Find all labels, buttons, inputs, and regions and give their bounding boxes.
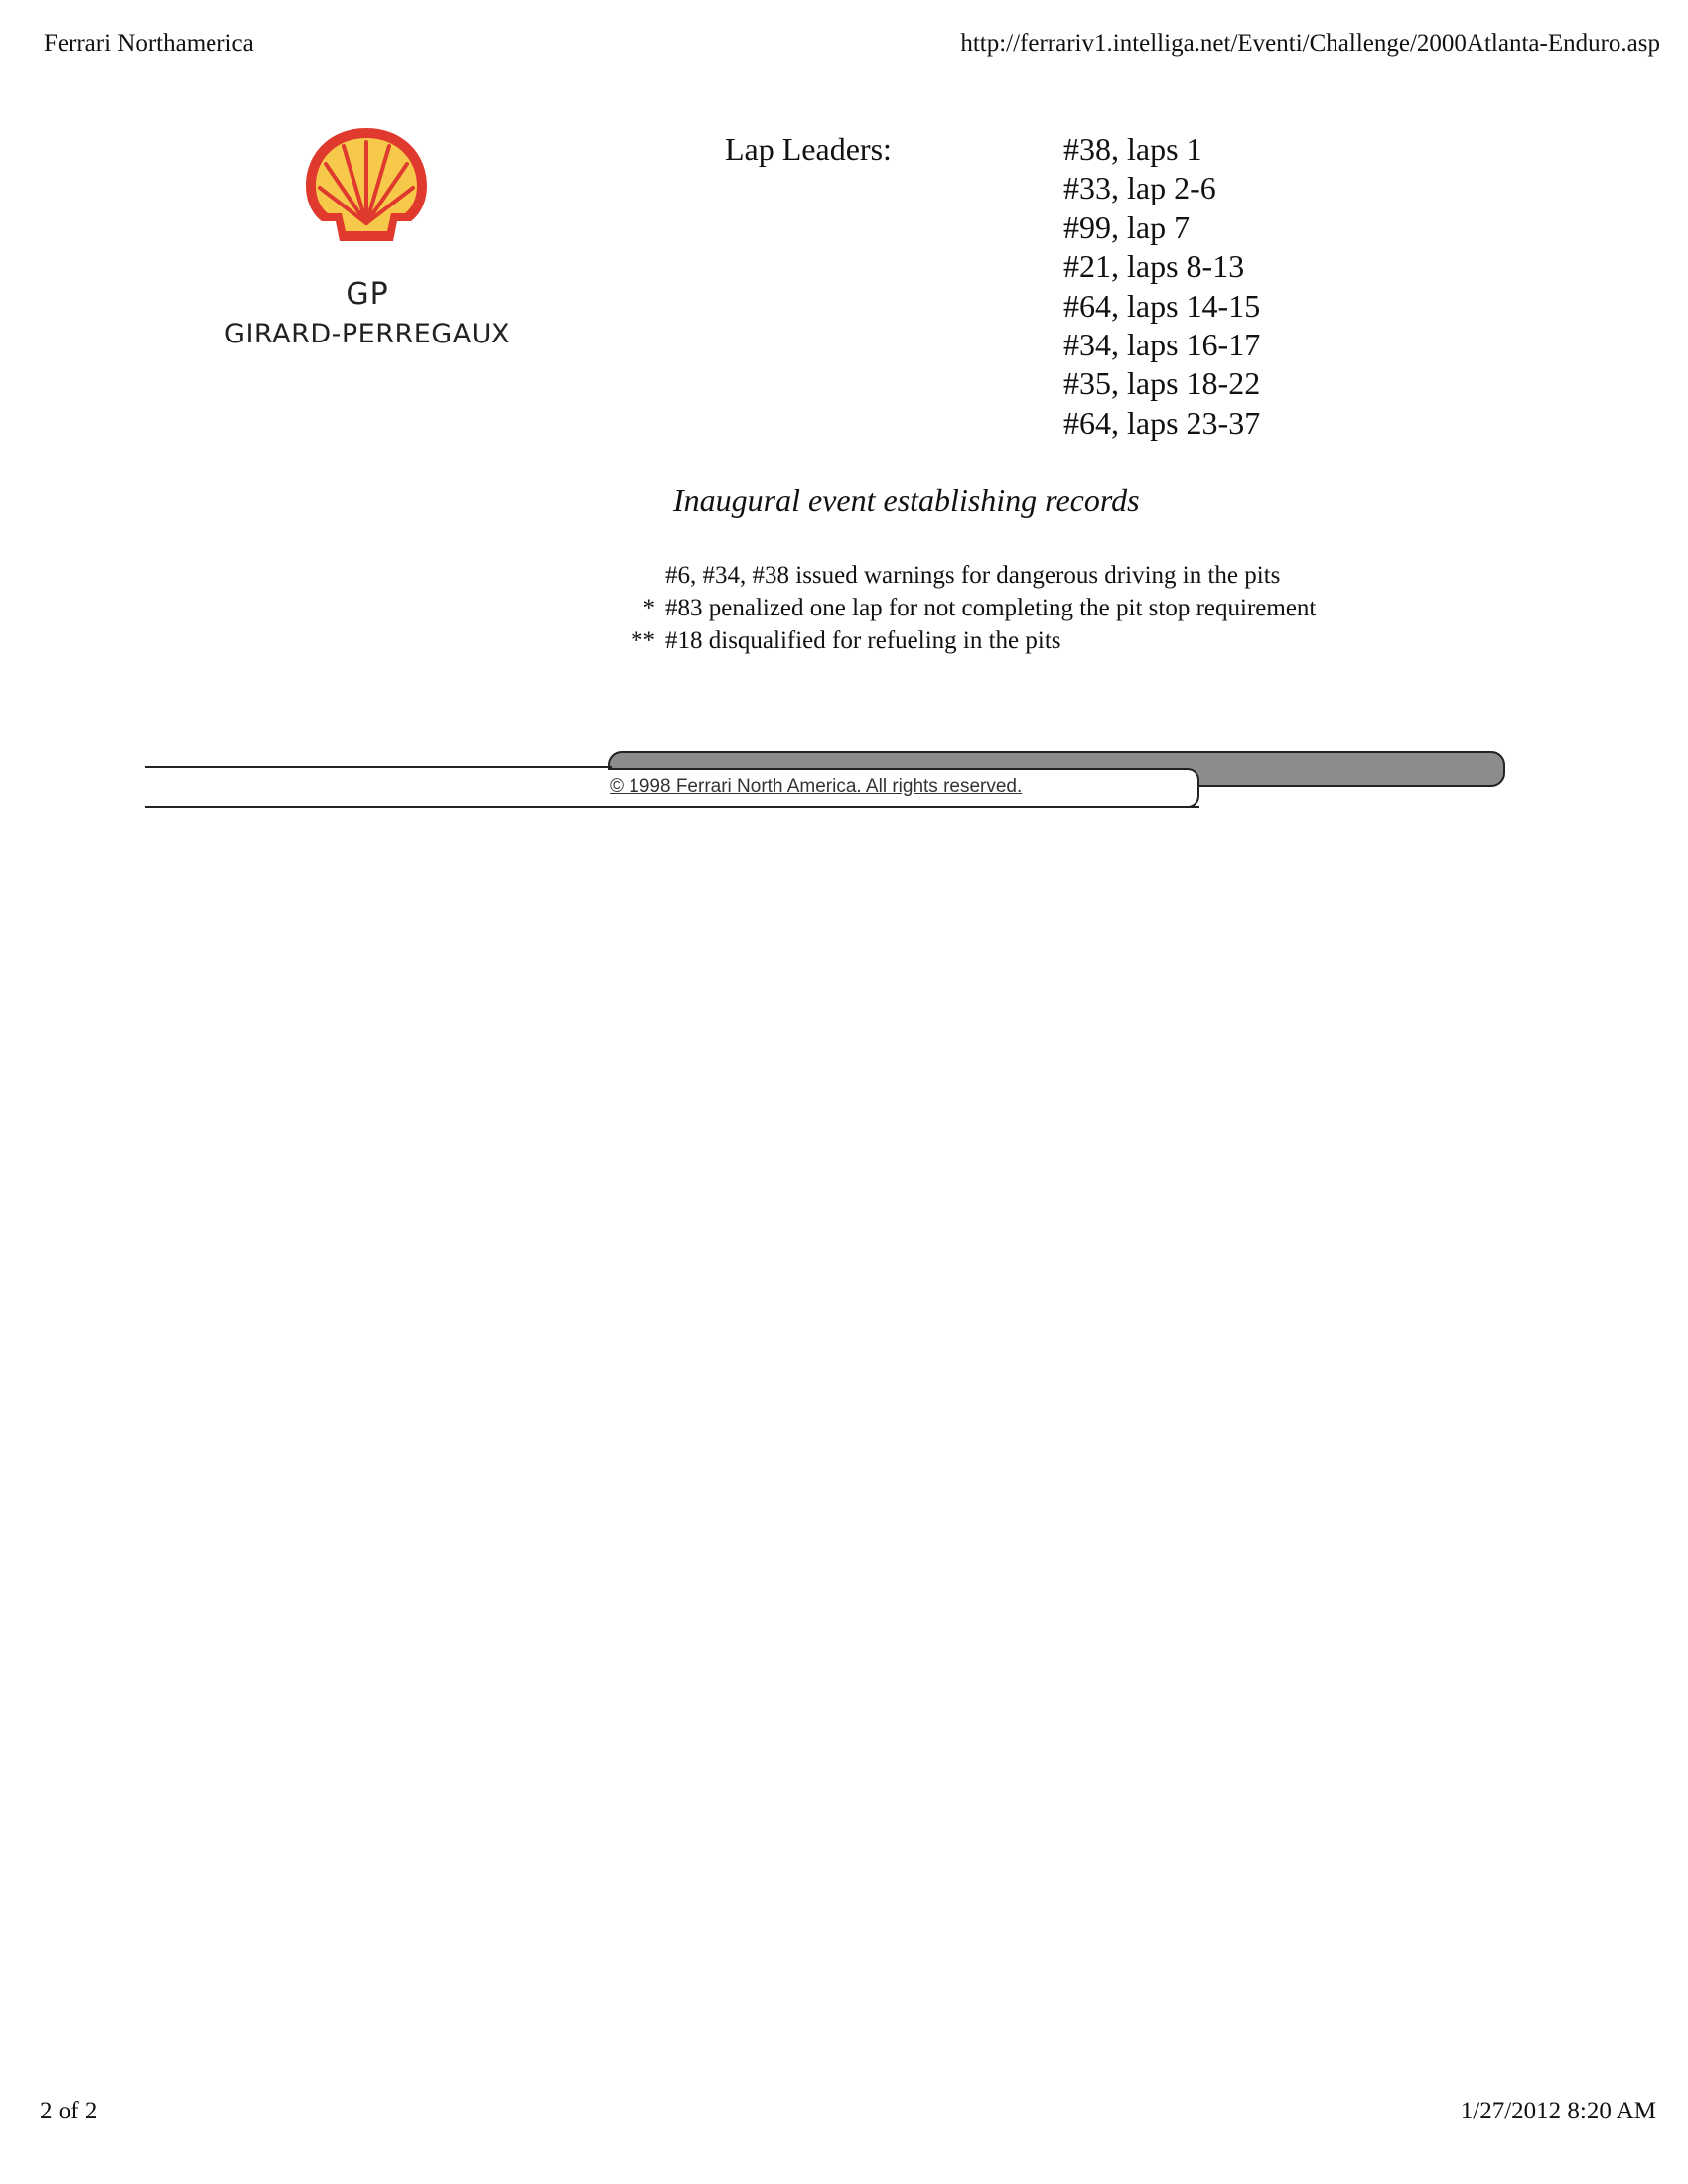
lap-leader-entry: #35, laps 18-22	[1063, 365, 1261, 402]
lap-leader-entry: #64, laps 14-15	[1063, 287, 1261, 324]
lap-leader-entry: #33, lap 2-6	[1063, 170, 1216, 206]
lap-leader-entry: #99, lap 7	[1063, 208, 1191, 245]
lap-leader-entry: #21, laps 8-13	[1063, 248, 1245, 285]
penalty-notes	[616, 559, 1316, 657]
note-item	[616, 624, 1316, 657]
lap-leaders-list	[1063, 130, 1260, 443]
lap-leader-entry: #34, laps 16-17	[1063, 327, 1261, 363]
note-marker	[616, 559, 665, 592]
shell-logo-icon	[300, 124, 433, 245]
lap-leader-entry: #64, laps 23-37	[1063, 404, 1261, 441]
inaugural-note: Inaugural event establishing records	[673, 482, 1140, 518]
note-item	[616, 592, 1316, 624]
note-marker: **	[631, 627, 655, 654]
note-item	[616, 559, 1316, 592]
note-marker: *	[642, 595, 655, 621]
lap-leader-entry: #38, laps 1	[1063, 131, 1202, 167]
copyright-link[interactable]: © 1998 Ferrari North America. All rights reserved.	[610, 776, 1023, 797]
print-footer-datetime: 1/27/2012 8:20 AM	[1460, 2098, 1656, 2124]
print-header-site-title: Ferrari Northamerica	[44, 30, 254, 57]
footer-bar-line	[145, 766, 612, 768]
gp-logo-mark: GP	[346, 277, 389, 312]
sponsor-logos	[209, 124, 526, 362]
print-header-url: http://ferrariv1.intelliga.net/Eventi/Challenge/2000Atlanta-Enduro.asp	[960, 30, 1660, 57]
note-text: #18 disqualified for refueling in the pits	[665, 627, 1061, 654]
lap-leaders-label: Lap Leaders:	[725, 131, 892, 167]
girard-perregaux-logo-text: GIRARD-PERREGAUX	[224, 319, 510, 349]
note-text: #6, #34, #38 issued warnings for dangerous driving in the pits	[665, 562, 1281, 589]
note-text: #83 penalized one lap for not completing the pit stop requirement	[665, 595, 1317, 621]
print-footer-page-number: 2 of 2	[40, 2098, 98, 2124]
